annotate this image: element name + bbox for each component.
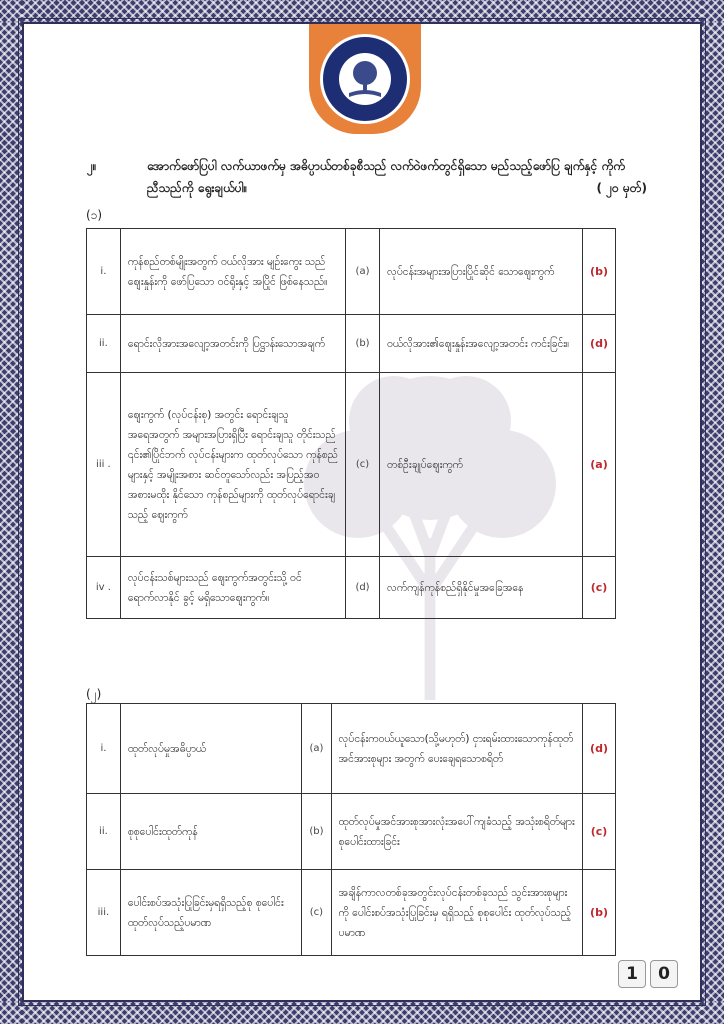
right-cell: လုပ်ငန်းကဝယ်ယူသော(သို့မဟုတ်) ငှားရမ်းထားသောကုန်ထုတ်အင်အားစုများ အတွက် ပေးချေရသောစရိတ် [331,704,583,794]
answer-cell: (c) [583,557,616,619]
option-letter: (a) [346,229,380,315]
part2-label: (၂) [86,687,102,701]
left-cell: ကုန်စည်တစ်မျိုးအတွက် ဝယ်လိုအား မျဉ်းကွေး သည် ဈေးနှုန်းကို ဖော်ပြသော ဝင်ရိုးနှင့် အပြိုင် ဖြစ်နေသည်။ [120,229,345,315]
option-letter: (d) [346,557,380,619]
logo-emblem [320,34,410,124]
option-letter: (b) [302,794,331,870]
left-cell: စုစုပေါင်းထုတ်ကုန် [120,794,302,870]
answer-cell: (d) [583,315,616,373]
table-row [87,373,616,557]
row-number: i. [87,229,121,315]
page-number-digit: 0 [650,960,678,988]
table-row [87,229,616,315]
left-cell: ဈေးကွက် (လုပ်ငန်းစု) အတွင်း ရောင်းချသူ အရေအတွက် အများအပြားရှိပြီး ရောင်းချသူ တိုင်းသည် ၎င်း၏ပြိုင်ဘက် လုပ်ငန်းများက ထုတ်လုပ်သော ကုန်စည်များနှင့် အမျိုးအစား ဆင်တူသော်လည်း အပြည့်အဝအစားမထိုး နိုင်သော ကုန်စည်များကို ထုတ်လုပ်ရောင်းချ သည့် ဈေးကွက် [120,373,345,557]
right-cell: လုပ်ငန်းအများအပြားပြိုင်ဆိုင် သောဈေးကွက် [379,229,582,315]
option-letter: (c) [346,373,380,557]
right-cell: တစ်ဦးချုပ်ဈေးကွက် [379,373,582,557]
table-row [87,557,616,619]
table-row [87,704,616,794]
answer-cell: (b) [583,870,616,956]
left-cell: ရောင်းလိုအားအလျော့အတင်းကို ပြဋ္ဌာန်းသောအချက် [120,315,345,373]
part2-table [86,703,616,956]
left-cell: လုပ်ငန်းသစ်များသည် ဈေးကွက်အတွင်းသို့ ဝင်ရောက်လာနိုင် ခွင့် မရှိသောဈေးကွက်။ [120,557,345,619]
row-number: iii . [87,373,121,557]
table-row [87,315,616,373]
right-cell: အချိန်ကာလတစ်ခုအတွင်းလုပ်ငန်းတစ်ခုသည် သွင်းအားစုများကို ပေါင်းစပ်အသုံးပြုခြင်းမှ ရရှိသည့် စုစုပေါင်း ထုတ်လုပ်သည့် ပမာဏ [331,870,583,956]
question-marks: ( ၂၀ မှတ်) [596,181,647,195]
question-text: အောက်ဖော်ပြပါ လက်ယာဖက်မှ အဓိပ္ပာယ်တစ်ခုစီသည် လက်ဝဲဖက်တွင်ရှိသော မည်သည့်ဖော်ပြ ချက်နှင့် ကိုက်ညီသည်ကို ရွေးချယ်ပါ။ [147,159,625,195]
right-cell: ထုတ်လုပ်မှုအင်အားစုအားလုံးအပေါ်ကျခံသည့် အသုံးစရိတ်များ စုပေါင်းထားခြင်း [331,794,583,870]
table-row [87,794,616,870]
option-letter: (a) [302,704,331,794]
row-number: iv . [87,557,121,619]
question-number: ၂။ [87,159,97,173]
page-number-digit: 1 [618,960,646,988]
option-letter: (c) [302,870,331,956]
answer-cell: (c) [583,794,616,870]
row-number: ii. [87,794,121,870]
row-number: iii. [87,870,121,956]
answer-cell: (d) [583,704,616,794]
option-letter: (b) [346,315,380,373]
table-row [87,870,616,956]
row-number: ii. [87,315,121,373]
answer-cell: (b) [583,229,616,315]
row-number: i. [87,704,121,794]
left-cell: ထုတ်လုပ်မှုအဓိပ္ပာယ် [120,704,302,794]
tree-book-emblem-icon [339,53,391,105]
part1-label: (၁) [86,208,103,222]
left-cell: ပေါင်းစပ်အသုံးပြုခြင်းမှရရှိသည့်စု စုပေါင်းထုတ်လုပ်သည့်ပမာဏ [120,870,302,956]
right-cell: လက်ကျန်ကုန်စည်ရှိနိုင်မှုအခြေအနေ [379,557,582,619]
page-number [618,960,678,988]
part1-table [86,228,616,619]
answer-cell: (a) [583,373,616,557]
right-cell: ဝယ်လိုအား၏ဈေးနှုန်းအလျော့အတင်း ကင်းခြင်း။ [379,315,582,373]
